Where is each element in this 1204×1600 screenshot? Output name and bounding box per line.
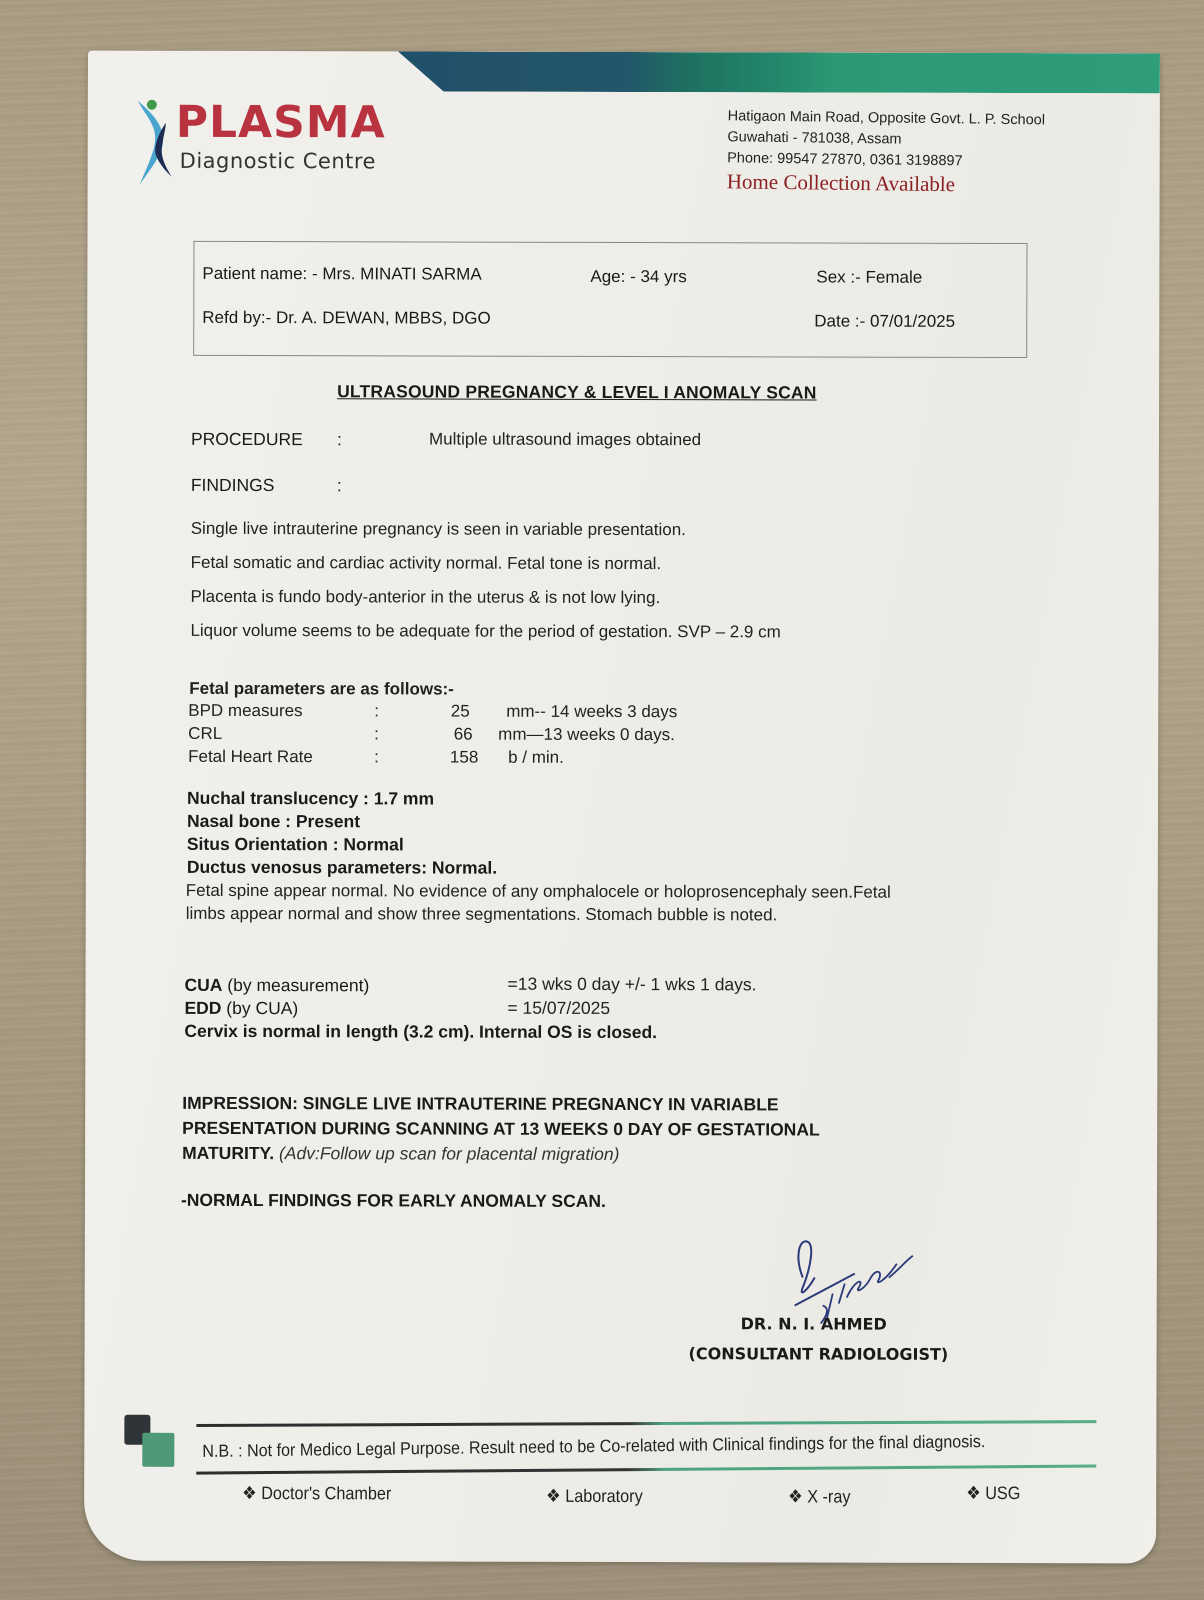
- procedure-colon: :: [336, 429, 342, 450]
- edd-value: = 15/07/2025: [507, 997, 611, 1018]
- service-item: [242, 1483, 391, 1504]
- cua-label-rest: (by measurement): [222, 974, 370, 996]
- impression-section: [182, 1091, 820, 1168]
- service-item: [966, 1483, 1020, 1504]
- impression-advice: (Adv:Follow up scan for placental migration): [274, 1143, 620, 1164]
- patient-age: Age: - 34 yrs: [590, 266, 687, 287]
- procedure-value: Multiple ultrasound images obtained: [428, 429, 702, 450]
- disclaimer-note: N.B. : Not for Medico Legal Purpose. Result need to be Co-related with Clinical findings for the final diagnosis.: [202, 1431, 986, 1461]
- spine-section: [186, 879, 891, 927]
- impression-line: PRESENTATION DURING SCANNING AT 13 WEEKS 0 DAY OF GESTATIONAL: [182, 1117, 820, 1140]
- phone-line: Phone: 99547 27870, 0361 3198897: [727, 150, 963, 170]
- footer-rule-top: [196, 1420, 1096, 1427]
- address-line: Hatigaon Main Road, Opposite Govt. L. P. School: [727, 108, 1046, 129]
- param-name: Fetal Heart Rate: [188, 746, 313, 767]
- edd-label-rest: (by CUA): [221, 997, 299, 1019]
- brand-name: PLASMA: [175, 96, 386, 149]
- finding-line: Fetal somatic and cardiac activity normal. Fetal tone is normal.: [190, 552, 662, 574]
- clinic-address: [727, 106, 1128, 197]
- clinic-logo: [136, 97, 436, 198]
- address-line: Guwahati - 781038, Assam: [727, 129, 902, 148]
- bullet-diamond-icon: ❖: [788, 1486, 803, 1507]
- doctor-name: DR. N. I. AHMED: [740, 1314, 887, 1334]
- finding-line: Placenta is fundo body-anterior in the uterus & is not low lying.: [190, 586, 661, 608]
- person-logo-icon: [136, 97, 180, 187]
- fetal-params-heading: Fetal parameters are as follows:-: [189, 678, 454, 699]
- param-name: BPD measures: [188, 700, 303, 721]
- param-detail: b / min.: [508, 747, 564, 767]
- param-sep: :: [374, 724, 379, 744]
- param-detail: mm-- 14 weeks 3 days: [506, 701, 678, 722]
- param-value: 25: [450, 701, 470, 721]
- report-sheet: [84, 51, 1160, 1564]
- patient-info-box: [193, 241, 1027, 358]
- patient-name: Patient name: - Mrs. MINATI SARMA: [202, 263, 482, 284]
- brand-subtitle: Diagnostic Centre: [179, 148, 377, 174]
- findings-label: FINDINGS: [190, 474, 275, 496]
- param-value: 158: [449, 747, 479, 767]
- patient-sex: Sex :- Female: [816, 267, 923, 287]
- service-label: Doctor's Chamber: [261, 1483, 392, 1504]
- param-value: 66: [453, 724, 473, 744]
- finding-line: Single live intrauterine pregnancy is seen in variable presentation.: [190, 518, 686, 540]
- conclusion: -NORMAL FINDINGS FOR EARLY ANOMALY SCAN.: [180, 1189, 606, 1211]
- spine-line: limbs appear normal and show three segmentations. Stomach bubble is noted.: [185, 903, 778, 925]
- service-label: Laboratory: [565, 1485, 643, 1507]
- edd-row: [184, 998, 298, 1019]
- nt-line: Nuchal translucency : 1.7 mm: [186, 787, 435, 809]
- service-label: USG: [985, 1482, 1021, 1504]
- param-name: CRL: [188, 723, 223, 743]
- cua-value: =13 wks 0 day +/- 1 wks 1 days.: [507, 973, 757, 995]
- footer-green-square: [142, 1433, 174, 1467]
- finding-line: Liquor volume seems to be adequate for the period of gestation. SVP – 2.9 cm: [190, 620, 781, 642]
- impression-line: IMPRESSION: SINGLE LIVE INTRAUTERINE PREGNANCY IN VARIABLE: [182, 1092, 779, 1115]
- bullet-diamond-icon: ❖: [242, 1483, 257, 1504]
- param-sep: :: [374, 747, 379, 767]
- procedure-label: PROCEDURE: [190, 428, 303, 450]
- cua-row: [185, 975, 370, 996]
- cua-label-bold: CUA: [184, 974, 223, 995]
- nt-line: Ductus venosus parameters: Normal.: [186, 856, 498, 878]
- doctor-title: (CONSULTANT RADIOLOGIST): [688, 1344, 949, 1364]
- impression-maturity: MATURITY.: [182, 1142, 275, 1164]
- header-color-band: [398, 51, 1160, 93]
- nt-section: [187, 787, 497, 880]
- referred-by: Refd by:- Dr. A. DEWAN, MBBS, DGO: [202, 307, 491, 328]
- footer-rule-bottom: [196, 1465, 1096, 1475]
- service-item: [788, 1486, 850, 1507]
- bullet-diamond-icon: ❖: [546, 1485, 561, 1506]
- service-label: X -ray: [807, 1486, 851, 1507]
- fetal-params-table: [188, 701, 788, 775]
- param-detail: mm—13 weeks 0 days.: [498, 724, 675, 745]
- report-title: ULTRASOUND PREGNANCY & LEVEL I ANOMALY SCAN: [337, 381, 817, 403]
- cervix-note: Cervix is normal in length (3.2 cm). Internal OS is closed.: [184, 1020, 658, 1043]
- edd-label-bold: EDD: [184, 997, 222, 1018]
- spine-line: Fetal spine appear normal. No evidence of any omphalocele or holoprosencephaly seen.Fetal: [185, 880, 891, 902]
- param-sep: :: [374, 701, 380, 721]
- bullet-diamond-icon: ❖: [966, 1482, 981, 1503]
- home-collection-note: Home Collection Available: [726, 169, 956, 197]
- report-date: Date :- 07/01/2025: [814, 311, 956, 331]
- nt-line: Nasal bone : Present: [186, 810, 361, 832]
- service-item: [546, 1486, 643, 1507]
- nt-line: Situs Orientation : Normal: [186, 833, 404, 855]
- findings-colon: :: [336, 475, 342, 496]
